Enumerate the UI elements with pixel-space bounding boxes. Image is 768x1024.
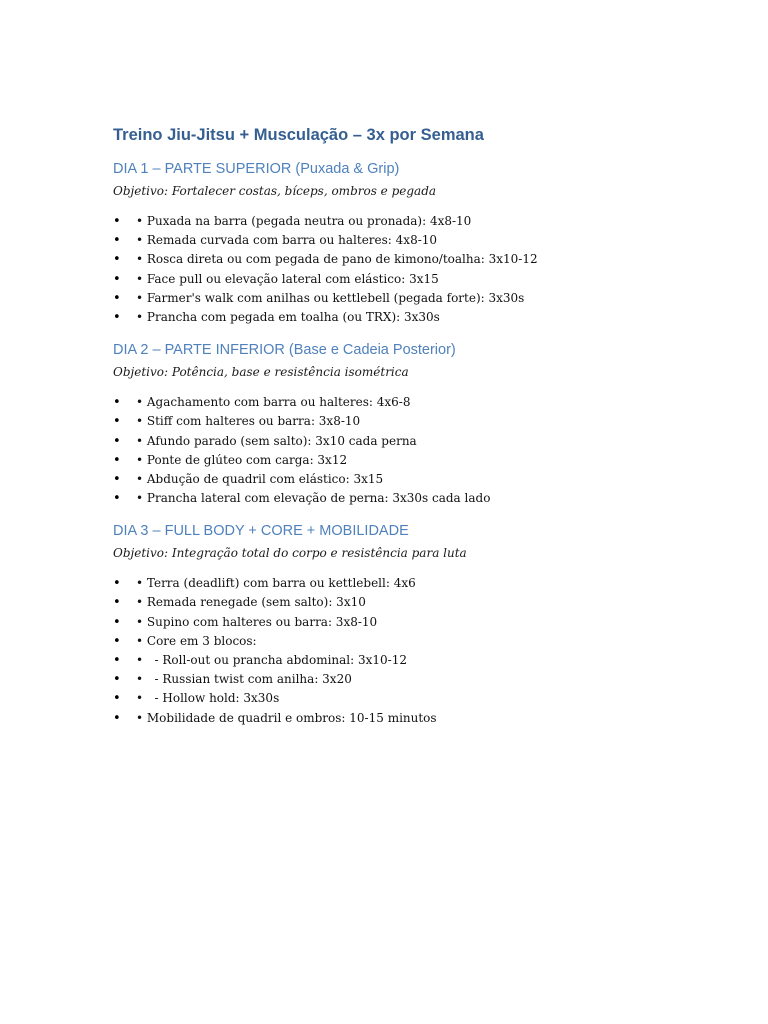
list-item xyxy=(113,593,768,612)
day-3-heading: DIA 3 – FULL BODY + CORE + MOBILIDADE xyxy=(113,523,409,540)
exercise-text: • - Hollow hold: 3x30s xyxy=(136,691,280,706)
bullet-icon: • xyxy=(113,653,121,668)
bullet-icon: • xyxy=(113,471,121,487)
list-item xyxy=(113,613,768,632)
exercise-text: • Stiff com halteres ou barra: 3x8-10 xyxy=(136,414,361,429)
bullet-icon: • xyxy=(113,271,121,287)
exercise-text: • Terra (deadlift) com barra ou kettlebell: 4x6 xyxy=(136,576,416,591)
bullet-icon: • xyxy=(113,576,121,592)
list-item xyxy=(113,432,768,451)
exercise-text: • Remada curvada com barra ou halteres: 4x8-10 xyxy=(136,233,438,248)
exercise-text: • - Roll-out ou prancha abdominal: 3x10-12 xyxy=(136,653,407,667)
bullet-icon: • xyxy=(113,414,121,430)
list-item xyxy=(113,451,768,470)
bullet-icon: • xyxy=(113,290,121,306)
list-item xyxy=(113,489,768,508)
exercise-text: • Ponte de glúteo com carga: 3x12 xyxy=(136,452,348,467)
list-item xyxy=(113,670,768,689)
list-item xyxy=(113,574,768,593)
bullet-icon: • xyxy=(113,710,121,726)
list-item xyxy=(113,308,768,327)
exercise-text: • Abdução de quadril com elástico: 3x15 xyxy=(136,471,384,486)
exercise-text: • Rosca direta ou com pegada de pano de kimono/toalha: 3x10-12 xyxy=(136,252,538,267)
bullet-icon: • xyxy=(113,452,121,468)
day-2-exercise-list xyxy=(113,393,768,508)
exercise-text: • Prancha com pegada em toalha (ou TRX): 3x30s xyxy=(136,309,440,324)
bullet-icon: • xyxy=(113,233,121,249)
bullet-icon: • xyxy=(113,691,121,707)
bullet-icon: • xyxy=(113,491,121,507)
exercise-text: • Face pull ou elevação lateral com elástico: 3x15 xyxy=(136,271,439,286)
document-title: Treino Jiu-Jitsu + Musculação – 3x por Semana xyxy=(113,126,484,144)
list-item xyxy=(113,709,768,728)
exercise-text: • Afundo parado (sem salto): 3x10 cada perna xyxy=(136,433,417,448)
list-item xyxy=(113,250,768,269)
bullet-icon: • xyxy=(113,433,121,449)
bullet-icon: • xyxy=(113,595,121,611)
exercise-text: • Supino com halteres ou barra: 3x8-10 xyxy=(136,614,378,629)
day-3-objective: Objetivo: Integração total do corpo e resistência para luta xyxy=(113,546,467,561)
list-item xyxy=(113,412,768,431)
day-1-heading: DIA 1 – PARTE SUPERIOR (Puxada & Grip) xyxy=(113,161,400,177)
day-1-section xyxy=(113,159,768,327)
list-item xyxy=(113,393,768,412)
list-item xyxy=(113,632,768,651)
list-item xyxy=(113,470,768,489)
exercise-text: • - Russian twist com anilha: 3x20 xyxy=(136,672,352,687)
list-item xyxy=(113,212,768,231)
exercise-text: • Prancha lateral com elevação de perna: 3x30s cada lado xyxy=(136,491,491,506)
exercise-text: • Farmer's walk com anilhas ou kettlebell (pegada forte): 3x30s xyxy=(136,290,525,305)
bullet-icon: • xyxy=(113,395,121,411)
list-item xyxy=(113,289,768,308)
exercise-text: • Core em 3 blocos: xyxy=(136,633,257,648)
list-item xyxy=(113,231,768,250)
bullet-icon: • xyxy=(113,633,121,649)
bullet-icon: • xyxy=(113,309,121,325)
day-2-heading: DIA 2 – PARTE INFERIOR (Base e Cadeia Posterior) xyxy=(113,342,456,359)
list-item xyxy=(113,651,768,670)
bullet-icon: • xyxy=(113,672,121,688)
day-1-exercise-list xyxy=(113,212,768,327)
day-2-section xyxy=(113,340,768,508)
day-2-objective: Objetivo: Potência, base e resistência isométrica xyxy=(113,365,409,380)
bullet-icon: • xyxy=(113,214,121,229)
list-item xyxy=(113,270,768,289)
exercise-text: • Remada renegade (sem salto): 3x10 xyxy=(136,595,366,610)
day-3-section xyxy=(113,521,768,728)
bullet-icon: • xyxy=(113,614,121,630)
list-item xyxy=(113,689,768,708)
day-3-exercise-list xyxy=(113,574,768,728)
exercise-text: • Puxada na barra (pegada neutra ou pronada): 4x8-10 xyxy=(136,214,472,228)
exercise-text: • Mobilidade de quadril e ombros: 10-15 minutos xyxy=(136,710,437,725)
day-1-objective: Objetivo: Fortalecer costas, bíceps, ombros e pegada xyxy=(113,184,437,198)
exercise-text: • Agachamento com barra ou halteres: 4x6-8 xyxy=(136,395,411,410)
bullet-icon: • xyxy=(113,252,121,268)
